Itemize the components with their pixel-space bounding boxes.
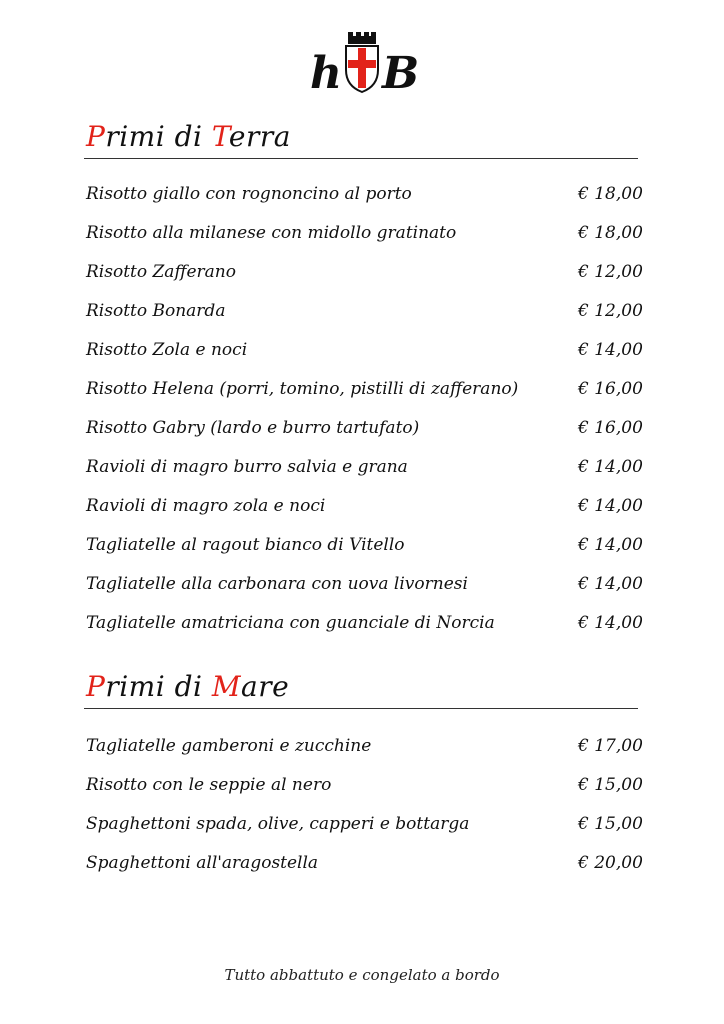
- menu-item: [86, 775, 643, 814]
- section-divider: [84, 158, 638, 159]
- svg-text:B: B: [382, 48, 420, 94]
- menu-item: [86, 496, 643, 535]
- dish-name: Risotto Gabry (lardo e burro tartufato): [86, 418, 420, 438]
- dish-name: Risotto alla milanese con midollo gratinato: [86, 223, 457, 243]
- dish-price: € 16,00: [578, 418, 643, 438]
- shield-cross-icon: [346, 46, 378, 92]
- menu-item: [86, 418, 643, 457]
- dish-name: Ravioli di magro burro salvia e grana: [86, 457, 408, 477]
- menu-item: [86, 574, 643, 613]
- menu-item: [86, 340, 643, 379]
- dish-price: € 12,00: [578, 301, 643, 321]
- menu-list-mare: [86, 736, 643, 892]
- dish-price: € 14,00: [578, 457, 643, 477]
- menu-list-terra: [86, 184, 643, 652]
- menu-item: [86, 535, 643, 574]
- dish-price: € 18,00: [578, 184, 643, 204]
- dish-price: € 14,00: [578, 496, 643, 516]
- menu-item: [86, 301, 643, 340]
- dish-price: € 14,00: [578, 574, 643, 594]
- title-cap: T: [211, 120, 229, 153]
- section-title-terra: Primi di Terra: [86, 120, 291, 153]
- section-title-mare: Primi di Mare: [86, 670, 290, 703]
- dish-name: Risotto Zola e noci: [86, 340, 248, 360]
- dish-name: Spaghettoni all'aragostella: [86, 853, 319, 873]
- dish-name: Risotto giallo con rognoncino al porto: [86, 184, 412, 204]
- dish-name: Tagliatelle alla carbonara con uova livornesi: [86, 574, 468, 594]
- menu-item: [86, 223, 643, 262]
- dish-name: Tagliatelle al ragout bianco di Vitello: [86, 535, 405, 555]
- dish-price: € 14,00: [578, 535, 643, 555]
- menu-item: [86, 613, 643, 652]
- footer-note: Tutto abbattuto e congelato a bordo: [224, 966, 500, 984]
- dish-name: Tagliatelle amatriciana con guanciale di Norcia: [86, 613, 495, 633]
- dish-price: € 15,00: [578, 814, 643, 834]
- dish-name: Tagliatelle gamberoni e zucchine: [86, 736, 372, 756]
- dish-price: € 15,00: [578, 775, 643, 795]
- dish-name: Ravioli di magro zola e noci: [86, 496, 326, 516]
- title-cap: M: [211, 670, 242, 703]
- dish-price: € 18,00: [578, 223, 643, 243]
- dish-name: Risotto Zafferano: [86, 262, 236, 282]
- section-divider: [84, 708, 638, 709]
- menu-item: [86, 736, 643, 775]
- menu-item: [86, 379, 643, 418]
- menu-item: [86, 262, 643, 301]
- dish-price: € 12,00: [578, 262, 643, 282]
- crown-icon: [348, 32, 376, 44]
- title-cap: P: [86, 120, 106, 153]
- dish-price: € 14,00: [578, 613, 643, 633]
- dish-price: € 17,00: [578, 736, 643, 756]
- dish-name: Risotto Bonarda: [86, 301, 226, 321]
- dish-price: € 20,00: [578, 853, 643, 873]
- title-cap: P: [86, 670, 106, 703]
- svg-text:h: h: [310, 48, 342, 94]
- restaurant-logo: [308, 30, 420, 94]
- menu-item: [86, 457, 643, 496]
- dish-price: € 14,00: [578, 340, 643, 360]
- dish-name: Spaghettoni spada, olive, capperi e bottarga: [86, 814, 470, 834]
- dish-name: Risotto con le seppie al nero: [86, 775, 332, 795]
- menu-item: [86, 814, 643, 853]
- menu-item: [86, 184, 643, 223]
- dish-name: Risotto Helena (porri, tomino, pistilli di zafferano): [86, 379, 519, 399]
- menu-item: [86, 853, 643, 892]
- dish-price: € 16,00: [578, 379, 643, 399]
